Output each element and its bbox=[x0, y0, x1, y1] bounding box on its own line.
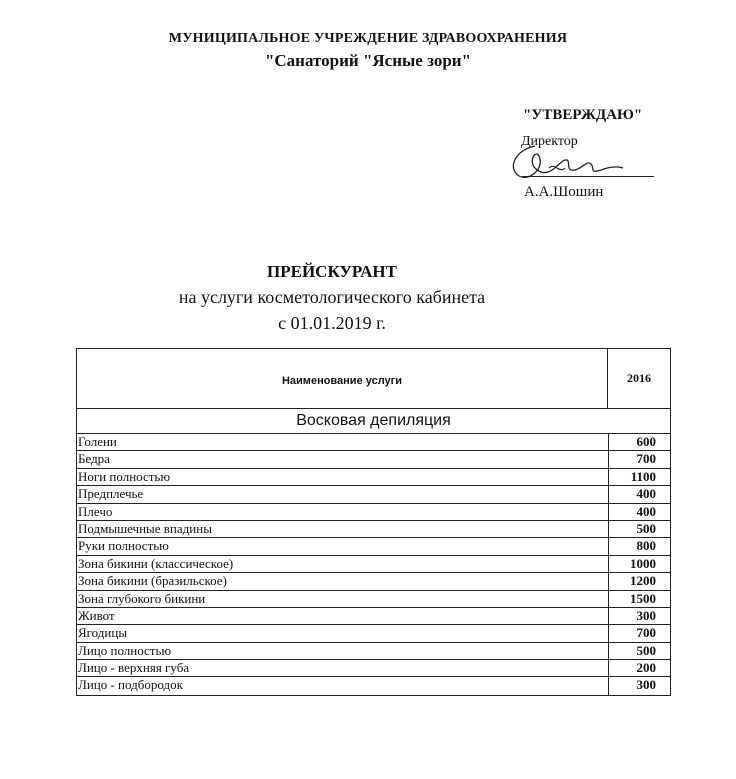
table-row bbox=[77, 434, 670, 451]
service-price: 400 bbox=[608, 486, 670, 502]
table-row bbox=[77, 677, 670, 694]
service-price: 1100 bbox=[608, 469, 670, 485]
director-name: А.А.Шошин bbox=[524, 184, 604, 200]
service-name: Зона бикини (классическое) bbox=[78, 555, 234, 571]
service-name: Лицо - подбородок bbox=[78, 677, 183, 693]
table-row bbox=[77, 625, 670, 642]
service-price: 500 bbox=[608, 643, 670, 659]
table-row bbox=[77, 608, 670, 625]
table-row bbox=[77, 643, 670, 660]
service-name: Зона глубокого бикини bbox=[78, 590, 206, 606]
document-date: с 01.01.2019 г. bbox=[278, 313, 386, 333]
table-row bbox=[77, 486, 670, 503]
director-position: Директор bbox=[521, 134, 578, 149]
service-price: 300 bbox=[608, 677, 670, 694]
document-subtitle: на услуги косметологического кабинета bbox=[178, 287, 486, 307]
table-header bbox=[77, 349, 670, 409]
table-row bbox=[77, 573, 670, 590]
service-price: 1000 bbox=[608, 556, 670, 572]
service-name: Живот bbox=[78, 607, 115, 623]
document-title: ПРЕЙСКУРАНТ bbox=[267, 262, 397, 281]
organization-title: "Санаторий "Ясные зори" bbox=[264, 51, 472, 70]
table-row bbox=[77, 660, 670, 677]
service-price: 400 bbox=[608, 504, 670, 520]
service-price: 500 bbox=[608, 521, 670, 537]
service-name: Подмышечные впадины bbox=[78, 520, 212, 536]
section-title: Восковая депиляция bbox=[77, 409, 670, 434]
service-price: 600 bbox=[608, 434, 670, 450]
column-header-year: 2016 bbox=[607, 349, 670, 408]
service-name: Руки полностью bbox=[78, 538, 169, 554]
signature-icon bbox=[505, 138, 625, 188]
service-price: 300 bbox=[608, 608, 670, 624]
service-price: 200 bbox=[608, 660, 670, 676]
service-price: 1500 bbox=[608, 591, 670, 607]
service-name: Голени bbox=[78, 434, 117, 449]
service-name: Лицо - верхняя губа bbox=[78, 660, 190, 676]
signature-line bbox=[522, 176, 654, 177]
service-name: Зона бикини (бразильское) bbox=[78, 573, 227, 589]
table-row bbox=[77, 451, 670, 468]
service-name: Плечо bbox=[78, 503, 113, 519]
service-name: Ягодицы bbox=[78, 625, 128, 641]
service-name: Лицо полностью bbox=[78, 642, 172, 658]
table-row bbox=[77, 591, 670, 608]
table-body bbox=[77, 434, 670, 695]
service-price: 800 bbox=[608, 538, 670, 554]
table-row bbox=[77, 504, 670, 521]
approval-stamp-label: "УТВЕРЖДАЮ" bbox=[523, 107, 643, 123]
service-price: 700 bbox=[608, 451, 670, 467]
table-row bbox=[77, 521, 670, 538]
column-header-service: Наименование услуги bbox=[281, 374, 403, 387]
service-name: Ноги полностью bbox=[78, 468, 171, 484]
service-price: 700 bbox=[608, 625, 670, 641]
service-name: Бедра bbox=[78, 451, 110, 467]
organization-name: МУНИЦИПАЛЬНОЕ УЧРЕЖДЕНИЕ ЗДРАВООХРАНЕНИЯ bbox=[168, 31, 568, 46]
table-row bbox=[77, 469, 670, 486]
service-price: 1200 bbox=[608, 573, 670, 589]
service-name: Предплечье bbox=[78, 486, 144, 502]
table-row bbox=[77, 538, 670, 555]
price-table bbox=[76, 348, 671, 696]
table-row bbox=[77, 556, 670, 573]
